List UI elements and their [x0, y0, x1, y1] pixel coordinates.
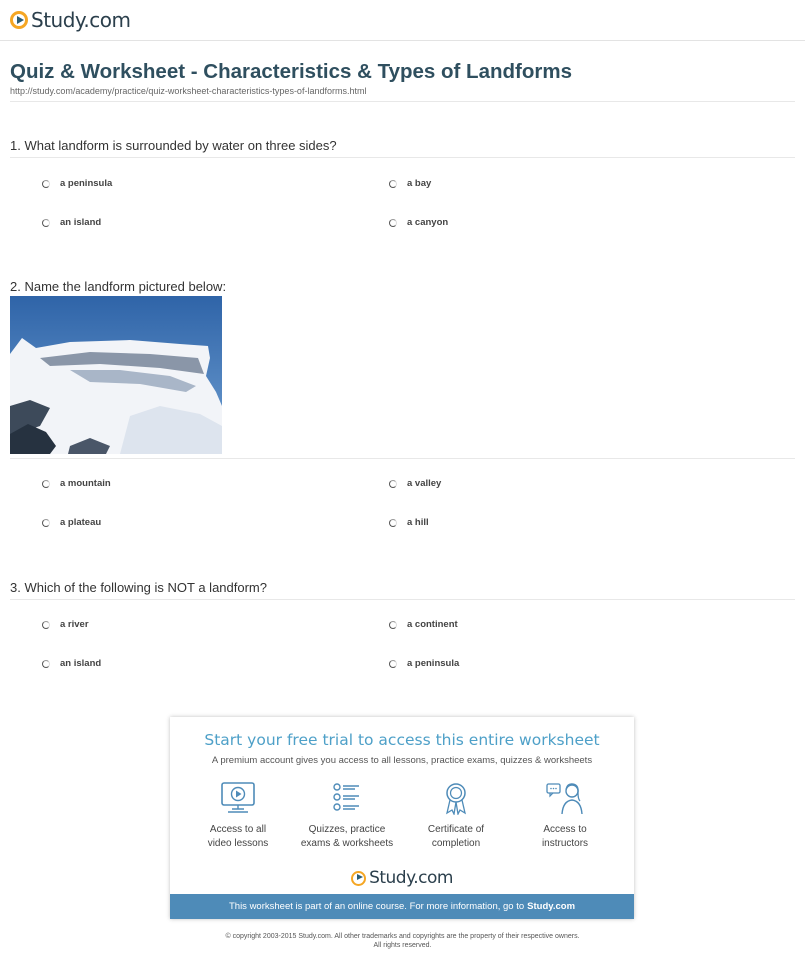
radio-button[interactable] [389, 519, 397, 527]
question-1-option[interactable]: a canyon [389, 217, 448, 228]
radio-button[interactable] [389, 480, 397, 488]
instructor-icon [545, 781, 585, 815]
study-com-logo[interactable] [10, 8, 130, 32]
question-3-option[interactable]: a peninsula [389, 658, 459, 669]
radio-button[interactable] [42, 480, 50, 488]
promo-bar-text: This worksheet is part of an online course. For more information, go to [228, 901, 525, 912]
feature-instructors [510, 781, 620, 851]
radio-button[interactable] [389, 621, 397, 629]
question-3-option[interactable]: a river [42, 619, 89, 630]
question-3-option[interactable]: a continent [389, 619, 458, 630]
certificate-icon [436, 781, 476, 815]
radio-button[interactable] [42, 519, 50, 527]
question-1-option[interactable]: a peninsula [42, 178, 112, 189]
radio-button[interactable] [42, 621, 50, 629]
question-2-divider [10, 458, 795, 459]
play-circle-icon [10, 11, 28, 29]
promo-study-com-logo[interactable] [170, 868, 634, 888]
question-3-text: 3. Which of the following is NOT a landform? [10, 580, 267, 595]
landform-photo [10, 296, 222, 454]
question-2-option[interactable]: a mountain [42, 478, 111, 489]
radio-button[interactable] [389, 180, 397, 188]
feature-label: Certificate of completion [427, 824, 485, 849]
feature-quizzes [292, 781, 402, 851]
radio-button[interactable] [42, 180, 50, 188]
question-2-option[interactable]: a valley [389, 478, 441, 489]
logo-text: Study.com [31, 8, 131, 32]
question-1-divider [10, 157, 795, 158]
feature-label: Quizzes, practice exams & worksheets [300, 824, 394, 849]
question-1-text: 1. What landform is surrounded by water on three sides? [10, 138, 337, 153]
question-1-option[interactable]: a bay [389, 178, 431, 189]
video-lesson-icon [218, 781, 258, 815]
quiz-list-icon [327, 781, 367, 815]
rights-line: All rights reserved. [373, 942, 432, 949]
page-url: http://study.com/academy/practice/quiz-worksheet-characteristics-types-of-landforms.html [10, 86, 367, 96]
feature-label: Access to all video lessons [207, 824, 269, 849]
copyright-footer [0, 932, 805, 950]
question-2-option[interactable]: a plateau [42, 517, 101, 528]
question-3-option[interactable]: an island [42, 658, 101, 669]
promo-info-bar [170, 894, 634, 919]
promo-bar-link[interactable]: Study.com [527, 901, 576, 912]
title-divider [10, 101, 795, 102]
copyright-line: © copyright 2003-2015 Study.com. All other trademarks and copyrights are the property of their respective owners. [225, 933, 580, 940]
free-trial-promo [170, 717, 634, 919]
header-divider [0, 40, 805, 41]
promo-subtitle: A premium account gives you access to all lessons, practice exams, quizzes & worksheets [211, 755, 593, 766]
question-2-text: 2. Name the landform pictured below: [10, 279, 227, 294]
radio-button[interactable] [42, 660, 50, 668]
page-title: Quiz & Worksheet - Characteristics & Types of Landforms [10, 60, 572, 83]
radio-button[interactable] [389, 219, 397, 227]
feature-label: Access to instructors [541, 824, 589, 849]
radio-button[interactable] [42, 219, 50, 227]
feature-certificate [401, 781, 511, 851]
radio-button[interactable] [389, 660, 397, 668]
question-3-divider [10, 599, 795, 600]
question-1-option[interactable]: an island [42, 217, 101, 228]
question-2-option[interactable]: a hill [389, 517, 429, 528]
play-circle-icon [351, 871, 366, 886]
logo-text: Study.com [369, 868, 453, 888]
feature-video-lessons [183, 781, 293, 851]
promo-title[interactable]: Start your free trial to access this entire worksheet [204, 731, 600, 749]
